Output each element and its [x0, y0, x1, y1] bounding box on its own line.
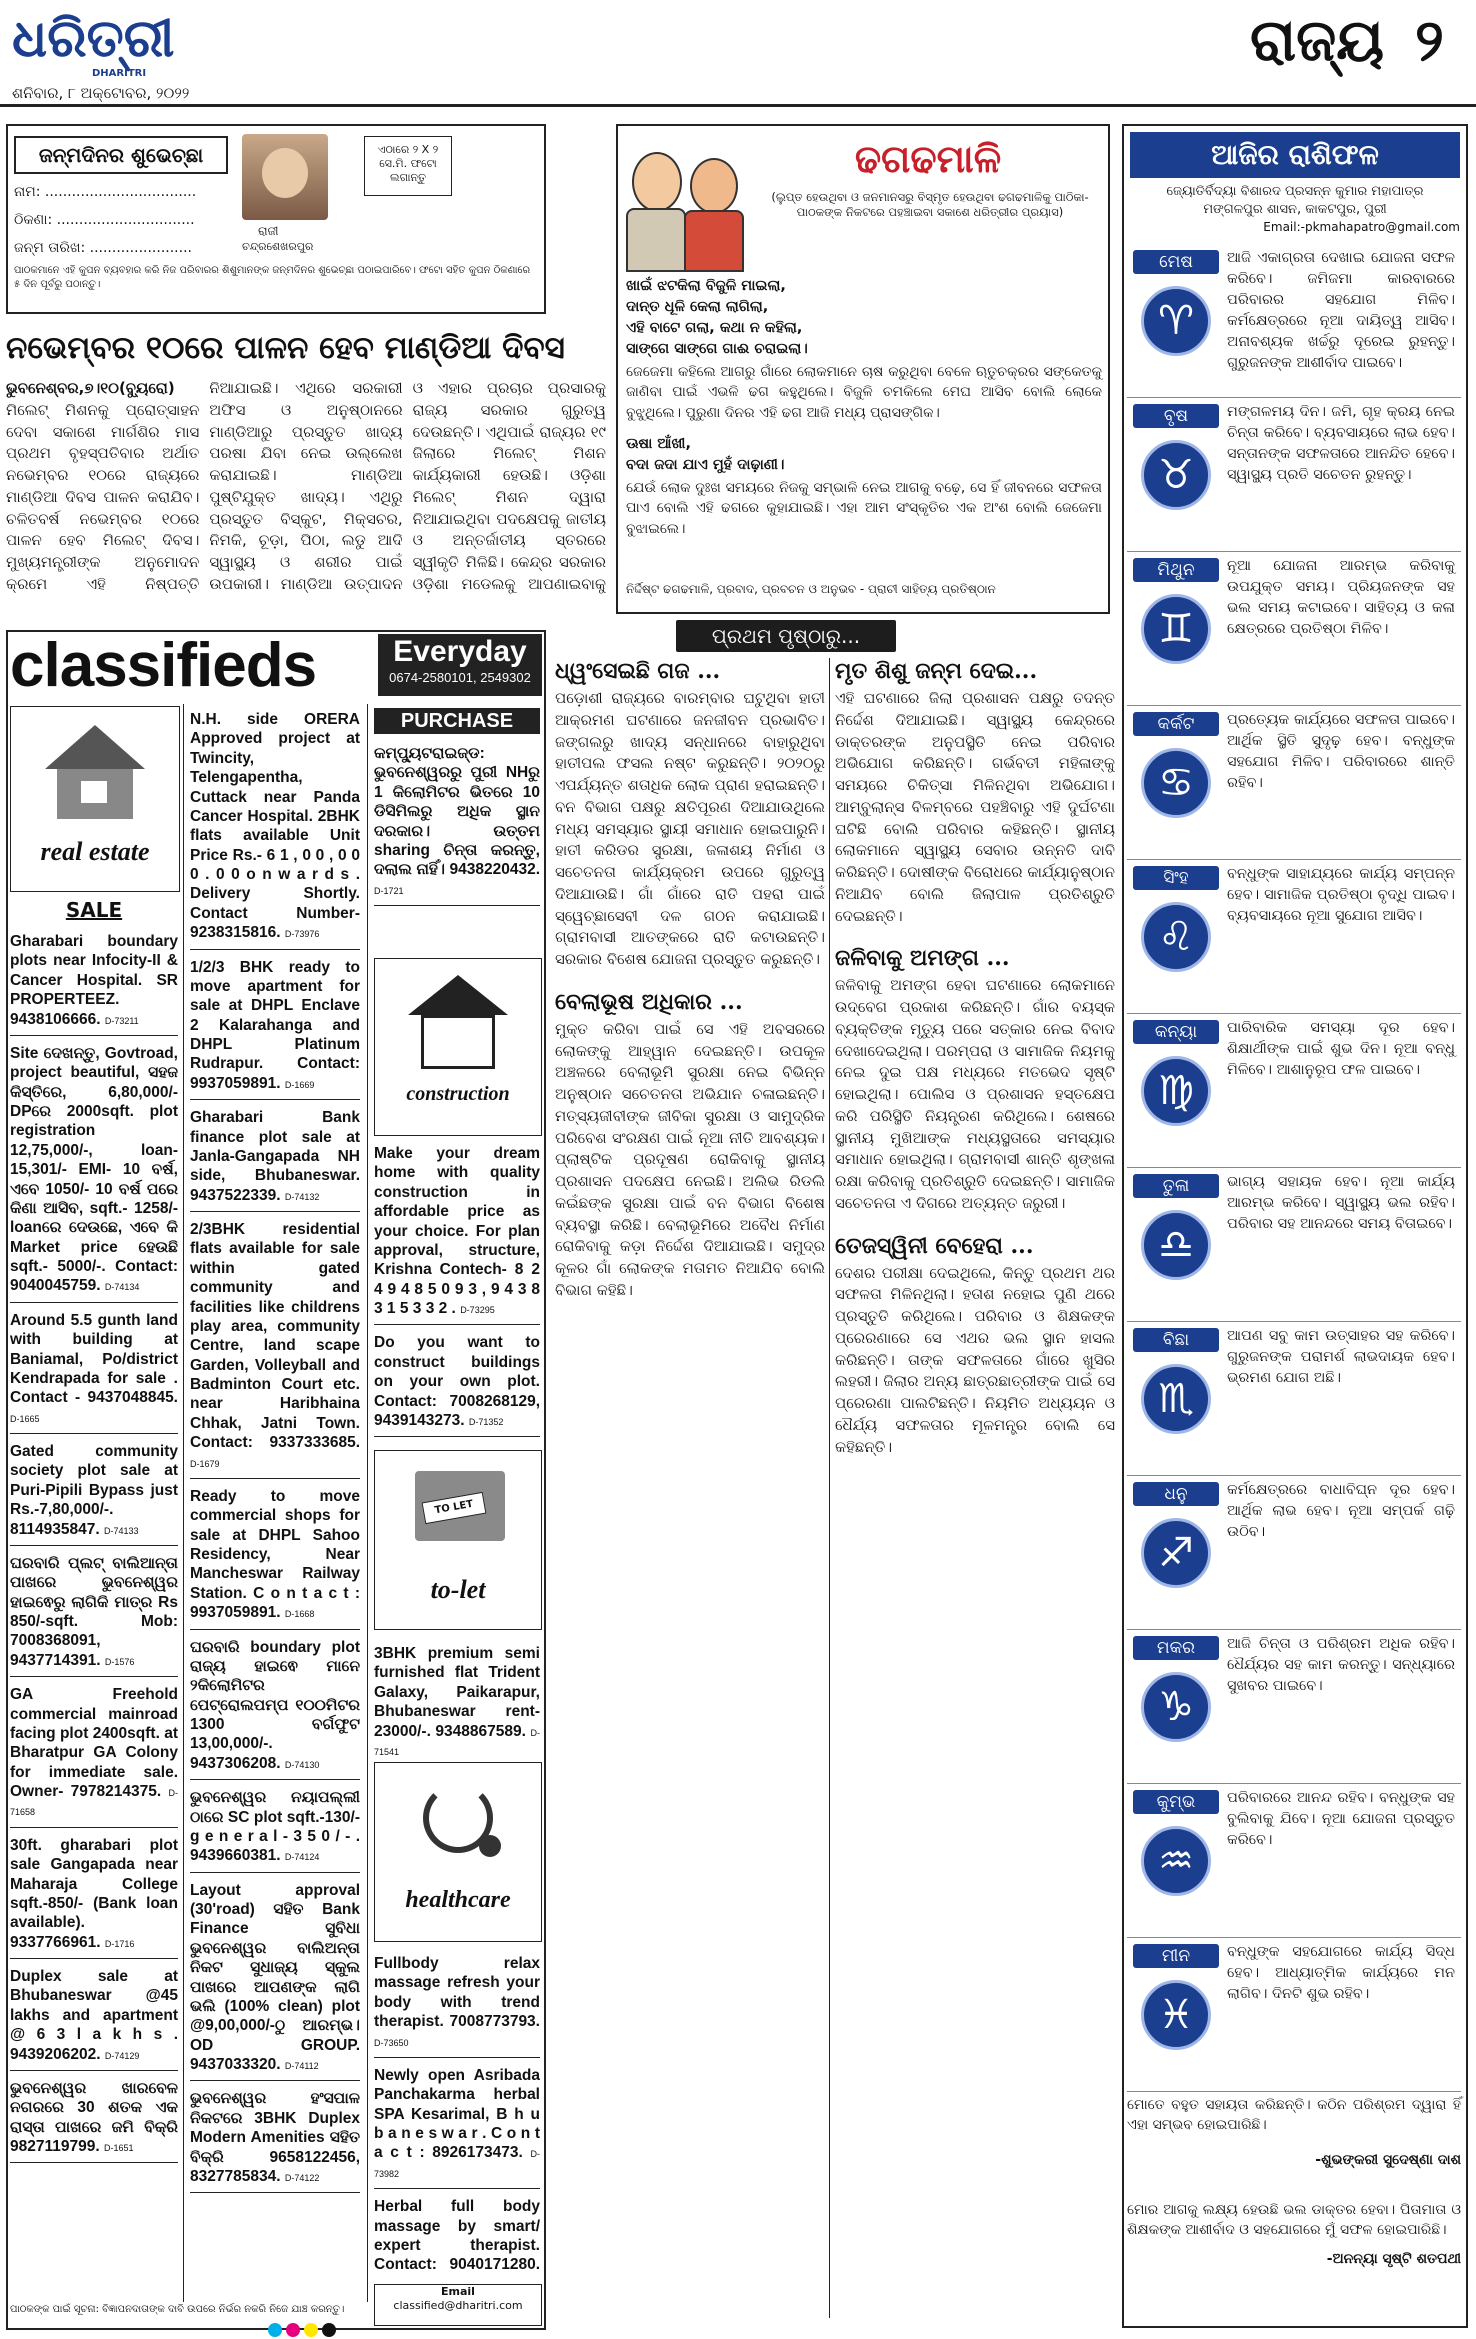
proverb-1: ଖାଇଁ ଝଟକିଲା ବିଜୁଳି ମାଇଲା, ଦାନ୍ତ ଧୂଳି କେଲା ଲାଗିଲା, ଏହି ବାଟେ ଗଲା, କଥା ନ କହିଲା, ସାଙ୍ଗେ ସାଙ୍ଗେ ଗାଈ ଚରାଇଲା।: [626, 278, 808, 358]
classified-ad: [374, 1640, 540, 1756]
story-4-headline: ଜଳିବାକୁ ଅମଙ୍ଗ ...: [835, 945, 1010, 972]
zodiac-name: କନ୍ୟା: [1133, 1020, 1219, 1044]
classified-ad: [374, 1140, 540, 1325]
horoscope-email: Email:-pkmahapatro@gmail.com: [1263, 220, 1460, 234]
zodiac-name: ବିଛା: [1133, 1328, 1219, 1352]
stethoscope-head-shape: [479, 1835, 501, 1857]
quote-2-text: ମୋର ଆଗକୁ ଲକ୍ଷ୍ୟ ହେଉଛି ଭଲ ଡାକ୍ତର ହେବା। ପିତାମାତା ଓ ଶିକ୍ଷକଙ୍କ ଆଶୀର୍ବାଦ ଓ ସହଯୋଗରେ ମୁଁ ସଫଳ ହୋଇପାରିଛି।: [1127, 2202, 1461, 2239]
purchase-label: PURCHASE: [374, 708, 540, 734]
zodiac-icon: ♎: [1141, 1210, 1211, 1280]
horoscope-author: ଜ୍ୟୋତିର୍ବିଦ୍ୟା ବିଶାରଦ ପ୍ରସନ୍ନ କୁମାର ମହାପାତ୍ର: [1166, 184, 1424, 199]
classifieds-divider-1: [183, 704, 184, 2302]
cartoon-woman-body: [684, 210, 744, 272]
proverb-subtitle: (ଲୁପ୍ତ ହେଉଥିବା ଓ ଜନମାନସରୁ ବିସ୍ମୃତ ହେଉଥିବା ଢଗଢମାଳିକୁ ପାଠିକା-ପାଠକଙ୍କ ନିକଟରେ ପହଞ୍ଚାଇବା ସକାଶେ ଧରିତ୍ରୀର ପ୍ରୟାସ): [771, 190, 1089, 219]
classified-ad-text: Do you want to construct buildings on your own plot. Contact: 7008268129, 9439143273.: [374, 1334, 540, 1429]
classified-ad-text: Gharabari Bank finance plot sale at Janla-Gangapada NH side, Bhubaneswar. 9437522339.: [190, 1109, 360, 1204]
classified-ad: [10, 1550, 178, 1677]
classified-ad-text: ଭୁବନେଶ୍ୱର ନୟାପଲ୍ଲୀ ଠାରେ SC plot sqft.-130/- g e n e r a l - 3 5 0 / - . 9439660381.: [190, 1789, 360, 1865]
classified-ad-code: D-1668: [284, 1609, 315, 1620]
zodiac-icon: ♓: [1141, 1980, 1211, 2050]
everyday-box: [378, 634, 542, 696]
classified-ad-text: କମ୍ପ୍ୟୁଟରାଇଜ୍ଡ: ଭୁବନେଶ୍ୱରରୁ ପୁରୀ NHରୁ 1 କିଲୋମିଟର ଭିତରେ 10 ଡିସିମିଲରୁ ଅଧିକ ସ୍ଥାନ ଦରକାର। ଉତ୍ତମ sharing ଚିନ୍ତା କରନ୍ତୁ, ଦଲାଲ ନାହିଁ। 9438220432.: [374, 745, 540, 879]
real-estate-label: real estate: [40, 837, 150, 866]
classified-ad-code: D-73650: [374, 2037, 409, 2048]
classified-ad-text: Site ଦେଖନ୍ତୁ, Govtroad, project beautiful, ସହଜ କିସ୍ତିରେ, 6,80,000/-DPରେ 2000sqft. plot registration 12,75,000/-, loan-15,301/- EMI- 10 ବର୍ଷ, ଏବେ 1050/- 10 ବର୍ଷ ପରେ କିଣା ଆସିବ, sqft.- 1258/- loanରେ ଦେଉଛେ, ଏବେ କି Market price ହେଉଛି sqft.- 5000/-. Contact: 9040045759.: [10, 1044, 178, 1295]
main-article-body: [6, 378, 606, 608]
story-1-body: ପଡ଼ୋଶୀ ରାଜ୍ୟରେ ବାରମ୍ବାର ଘଟୁଥିବା ହାତୀ ଆକ୍ରମଣ ଘଟଣାରେ ଜନଜୀବନ ପ୍ରଭାବିତ। ଜଙ୍ଗଲରୁ ଖାଦ୍ୟ ସନ୍ଧାନରେ ବାହାରୁଥିବା ହାତୀପଲ ଫସଲ ନଷ୍ଟ କରୁଛନ୍ତି। ୨୦୨୦ରୁ ଏପର୍ଯ୍ୟନ୍ତ ଶତାଧିକ ଲୋକ ପ୍ରାଣ ହରାଇଛନ୍ତି। ବନ ବିଭାଗ ପକ୍ଷରୁ କ୍ଷତିପୂରଣ ଦିଆଯାଉଥିଲେ ମଧ୍ୟ ସମସ୍ୟାର ସ୍ଥାୟୀ ସମାଧାନ ହୋଇପାରୁନି। ହାତୀ କରିଡର ସୁରକ୍ଷା, ଜଳାଶୟ ନିର୍ମାଣ ଓ ସଚେତନତା କାର୍ଯ୍ୟକ୍ରମ ଉପରେ ଗୁରୁତ୍ୱ ଦିଆଯାଉଛି। ଗାଁ ଗାଁରେ ରାତି ପହରା ପାଇଁ ସ୍ୱେଚ୍ଛାସେବୀ ଦଳ ଗଠନ କରାଯାଇଛି। ଗ୍ରାମବାସୀ ଆତଙ୍କରେ ରାତି କଟାଉଛନ୍ତି। ସରକାର ବିଶେଷ ଯୋଜନା ପ୍ରସ୍ତୁତ କରୁଛନ୍ତି।: [555, 689, 825, 968]
cartoon-woman-face: [690, 158, 738, 214]
form-name[interactable]: ନାମ: ..................................: [14, 184, 197, 200]
classifieds-column-1: [10, 928, 178, 2298]
classified-ad-code: D-73295: [460, 1305, 495, 1315]
horoscope-address: ମଙ୍ଗଳପୁର ଶାସନ, କାକଟପୁର, ପୁରୀ: [1203, 202, 1387, 217]
construction-banner: [374, 958, 542, 1136]
form-birthdate[interactable]: ଜନ୍ମ ତାରିଖ: .......................: [14, 240, 192, 256]
classified-ad-code: D-1665: [10, 1413, 40, 1424]
zodiac-icon: ♍: [1141, 1056, 1211, 1126]
classified-ad-code: D-1679: [190, 1458, 220, 1469]
classified-ad: [10, 1963, 178, 2071]
classified-ad-code: D-71658: [10, 1788, 178, 1818]
to-let-banner: [374, 1450, 542, 1630]
classified-ad-code: D-74133: [103, 1525, 139, 1536]
birthday-title: ଜନ୍ମଦିନର ଶୁଭେଚ୍ଛା: [14, 136, 228, 174]
main-dateline: ଭୁବନେଶ୍ବର,୭।୧୦(ବ୍ୟୁରୋ): [6, 379, 175, 397]
story-3-headline: ବେଲାଭୂଷ ଅଧିକାର ...: [555, 988, 743, 1015]
zodiac-sign: [1127, 244, 1461, 398]
quote-2: [1127, 2200, 1461, 2269]
zodiac-name: ବୃଷ: [1133, 404, 1219, 428]
zodiac-sign: [1127, 1630, 1461, 1784]
zodiac-sign: [1127, 1322, 1461, 1476]
zodiac-icon: ♏: [1141, 1364, 1211, 1434]
story-4-body: ଜଳିବାକୁ ଅମଙ୍ଗ ହେବା ଘଟଣାରେ ଲୋକମାନେ ଉଦ୍‌ବେଗ ପ୍ରକାଶ କରିଛନ୍ତି। ଗାଁର ବୟସ୍କ ବ୍ୟକ୍ତିଙ୍କ ମୃତ୍ୟୁ ପରେ ସତ୍କାର ନେଇ ବିବାଦ ଦେଖାଦେଇଥିଲା। ପରମ୍ପରା ଓ ସାମାଜିକ ନିୟମକୁ ନେଇ ଦୁଇ ପକ୍ଷ ମଧ୍ୟରେ ମତଭେଦ ସୃଷ୍ଟି ହୋଇଥିଲା। ପୋଲିସ ଓ ପ୍ରଶାସନ ହସ୍ତକ୍ଷେପ କରି ପରିସ୍ଥିତି ନିୟନ୍ତ୍ରଣ କରିଥିଲେ। ଶେଷରେ ସ୍ଥାନୀୟ ମୁଖିଆଙ୍କ ମଧ୍ୟସ୍ଥତାରେ ସମସ୍ୟାର ସମାଧାନ ହୋଇଥିଲା। ଗ୍ରାମବାସୀ ଶାନ୍ତି ଶୃଙ୍ଖଳା ରକ୍ଷା କରିବାକୁ ପ୍ରତିଶ୍ରୁତି ଦେଇଛନ୍ତି। ସାମାଜିକ ସଚେତନତା ଏ ଦିଗରେ ଅତ୍ୟନ୍ତ ଜରୁରୀ।: [835, 976, 1115, 1212]
proverb-2: ଊଷା ଆଁଖୀ, ବଦା ଜଦା ଯାଏ ମୁହଁ ଦାଢ଼ାଣୀ।: [626, 436, 785, 474]
zodiac-text: କର୍ମକ୍ଷେତ୍ରରେ ବାଧାବିଘ୍ନ ଦୂର ହେବ। ଆର୍ଥିକ ଲାଭ ହେବ। ନୂଆ ସମ୍ପର୍କ ଗଢ଼ି ଉଠିବ।: [1227, 1482, 1455, 1541]
zodiac-text: ନୂଆ ଯୋଜନା ଆରମ୍ଭ କରିବାକୁ ଉପଯୁକ୍ତ ସମୟ। ପ୍ରିୟଜନଙ୍କ ସହ ଭଲ ସମୟ କଟାଇବେ। ସାହିତ୍ୟ ଓ କଳା କ୍ଷେତ୍ରରେ ପ୍ରତିଷ୍ଠା ମିଳିବ।: [1227, 558, 1455, 638]
zodiac-icon: ♒: [1141, 1826, 1211, 1896]
classifieds-email-box[interactable]: [374, 2284, 542, 2326]
classified-ad-code: D-1576: [104, 1656, 135, 1667]
zodiac-icon: ♊: [1141, 594, 1211, 664]
story-3-body: ମୁକ୍ତ କରିବା ପାଇଁ ସେ ଏହି ଅବସରରେ ଲୋକଙ୍କୁ ଆହ୍ୱାନ ଦେଇଛନ୍ତି। ଉପକୂଳ ଅଞ୍ଚଳରେ ବେଲାଭୂମି ସୁରକ୍ଷା ନେଇ ବିଭିନ୍ନ ଅନୁଷ୍ଠାନ ସଚେତନତା ଅଭିଯାନ ଚଳାଇଛନ୍ତି। ମତ୍ସ୍ୟଜୀବୀଙ୍କ ଜୀବିକା ସୁରକ୍ଷା ଓ ସାମୁଦ୍ରିକ ପରିବେଶ ସଂରକ୍ଷଣ ପାଇଁ ନୂଆ ନୀତି ଆବଶ୍ୟକ। ପ୍ଲାଷ୍ଟିକ ପ୍ରଦୂଷଣ ରୋକିବାକୁ ସ୍ଥାନୀୟ ପ୍ରଶାସନ ପଦକ୍ଷେପ ନେଇଛି। ଅଲିଭ ରିଡଲି କଇଁଛଙ୍କ ସୁରକ୍ଷା ପାଇଁ ବନ ବିଭାଗ ବିଶେଷ ବ୍ୟବସ୍ଥା କରିଛି। ବେଲାଭୂମିରେ ଅବୈଧ ନିର୍ମାଣ ରୋକିବାକୁ କଡ଼ା ନିର୍ଦ୍ଦେଶ ଦିଆଯାଇଛି। ସମୁଦ୍ର କୂଳର ଗାଁ ଲୋକଙ୍କ ମତାମତ ନିଆଯିବ ବୋଲି ବିଭାଗ କହିଛି।: [555, 1019, 825, 1299]
classified-ad: [10, 1832, 178, 1959]
zodiac-text: ଆଜି ଏକାଗ୍ରତା ଦେଖାଇ ଯୋଜନା ସଫଳ କରିବେ। ଜମିଜମା କାରବାରରେ ପରିବାରର ସହଯୋଗ ମିଳିବ। କର୍ମକ୍ଷେତ୍ରରେ ନୂଆ ଦାୟିତ୍ୱ ଆସିବ। ଅନାବଶ୍ୟକ ଖର୍ଚ୍ଚରୁ ଦୂରେଇ ରୁହନ୍ତୁ। ଗୁରୁଜନଙ୍କ ଆଶୀର୍ବାଦ ପାଇବେ।: [1227, 250, 1455, 372]
construction-label: construction: [406, 1083, 510, 1105]
classified-ad-code: D-74124: [284, 1852, 320, 1863]
print-registration-marks: [0, 2329, 1476, 2339]
classified-ad: [190, 1877, 360, 2082]
construction-roof-shape: [408, 975, 508, 1015]
classified-ad: [190, 1216, 360, 1479]
classifieds-phone: 0674-2580101, 2549302: [389, 670, 531, 685]
masthead-rule: [0, 104, 1476, 107]
classified-ad-text: Duplex sale at Bhubaneswar @45 lakhs and apartment @ 6 3 l a k h s . 9439206202.: [10, 1968, 178, 2063]
classified-ad-code: D-74130: [284, 1759, 320, 1770]
zodiac-text: ପ୍ରତ୍ୟେକ କାର୍ଯ୍ୟରେ ସଫଳତା ପାଇବେ। ଆର୍ଥିକ ସ୍ଥିତି ସୁଦୃଢ଼ ହେବ। ବନ୍ଧୁଙ୍କ ସହଯୋଗ ମିଳିବ। ପରିବାରରେ ଶାନ୍ତି ରହିବ।: [1227, 712, 1455, 792]
classified-ad-code: D-1669: [284, 1079, 315, 1090]
zodiac-sign: [1127, 1168, 1461, 1322]
quote-1-author: -ଶୁଭଙ୍କରୀ ସୁଦେଷ୍ଣା ଦାଶ: [1315, 2151, 1461, 2168]
classified-ad-text: Newly open Asribada Panchakarma herbal SPA Kesarimal, B h u b a n e s w a r . C o n t a c t : 8926173473.: [374, 2066, 540, 2162]
classified-ad-text: N.H. side ORERA Approved project at Twincity, Telengapentha, Cuttack near Panda Cancer Hospital. 2BHK flats available Unit Price Rs.- 6 1 , 0 0 , 0 0 0 . 0 0 o n w a r d s . Delivery Shortly. Contact Number- 9238315816.: [190, 711, 360, 942]
photo-placeholder[interactable]: ଏଠାରେ ୨ X ୨ ସେ.ମି. ଫଟୋ ଲଗାନ୍ତୁ: [364, 136, 452, 196]
stories-column-b: [835, 658, 1115, 2318]
classified-ad-code: D-74132: [284, 1191, 320, 1202]
classified-ad: [190, 2085, 360, 2193]
child-place: ଚନ୍ଦ୍ରଶେଖରପୁର: [242, 240, 314, 253]
classified-ad-text: Around 5.5 gunth land with building at Baniamal, Po/district Kendrapada for sale . Contact - 9437048845.: [10, 1311, 178, 1407]
classified-ad: [374, 2193, 540, 2280]
section-name: ରାଜ୍ୟ: [1250, 6, 1385, 74]
form-address[interactable]: ଠିକଣା: ...............................: [14, 212, 195, 228]
zodiac-name: ତୁଳା: [1133, 1174, 1219, 1198]
to-let-sign: TO LET: [422, 1492, 487, 1524]
zodiac-sign: [1127, 1476, 1461, 1630]
zodiac-sign: [1127, 706, 1461, 860]
quote-1: [1127, 2095, 1461, 2170]
classifieds-column-2: [190, 706, 360, 2316]
classified-ad: [374, 1329, 540, 1437]
zodiac-name: ଧନୁ: [1133, 1482, 1219, 1506]
quote-1-text: ମୋତେ ବହୁତ ସହାୟତା କରିଛନ୍ତି। କଠିନ ପରିଶ୍ରମ ଦ୍ୱାରା ହିଁ ଏହା ସମ୍ଭବ ହୋଇପାରିଛି।: [1127, 2097, 1461, 2134]
classified-ad-code: D-71352: [468, 1416, 504, 1427]
classified-ad-text: Fullbody relax massage refresh your body with trend therapist. 7008773793.: [374, 1955, 540, 2031]
classifieds-column-3-tolet: [374, 1640, 540, 1756]
classified-ad-code: D-1651: [103, 2143, 134, 2153]
classified-ad-text: Herbal full body massage by smart/ expert therapist. Contact: 9040171280.: [374, 2198, 540, 2274]
classified-ad-code: D-74112: [284, 2061, 319, 2071]
healthcare-banner: [374, 1762, 542, 1942]
classified-ad: [190, 1483, 360, 1630]
classified-ad-code: D-73211: [104, 1015, 139, 1026]
zodiac-text: ଆଜି ଚିନ୍ତା ଓ ପରିଶ୍ରମ ଅଧିକ ରହିବ। ଧୈର୍ଯ୍ୟର ସହ କାମ କରନ୍ତୁ। ସନ୍ଧ୍ୟାରେ ସୁଖବର ପାଇବେ।: [1227, 1636, 1455, 1695]
classified-ad-text: 3BHK premium semi furnished flat Trident Galaxy, Paikarapur, Bhubaneswar rent- 23000/-. 9348867589.: [374, 1645, 540, 1740]
classified-ad-code: D-74129: [104, 2050, 140, 2061]
classifieds-footer-note: ପାଠକଙ୍କ ପାଇଁ ସୂଚନା: ବିଜ୍ଞାପନଦାତାଙ୍କ ଦାବି ଉପରେ ନିର୍ଭର ନକରି ନିଜେ ଯାଞ୍ଚ କରନ୍ତୁ।: [10, 2304, 345, 2315]
main-headline: ନଭେମ୍ବର ୧୦ରେ ପାଳନ ହେବ ମାଣ୍ଡିଆ ଦିବସ: [6, 330, 565, 366]
proverb-box: [616, 124, 1110, 614]
classified-ad-text: ଘରବାରି boundary plot ରାଜ୍ୟ ହାଇଵେ ମାନେ ୨କିଲୋମିଟର ପେଟ୍ରୋଲପମ୍ପ ୧୦୦ମିଟର 1300 ବର୍ଗଫୁଟ 13,00,000/-. 9437306208.: [190, 1638, 360, 1772]
story-5-body: ଦେଶର ପରୀକ୍ଷା ଦେଇଥିଲେ, କିନ୍ତୁ ପ୍ରଥମ ଥର ସଫଳତା ମିଳିନଥିଲା। ହତାଶ ନହୋଇ ପୁଣି ଥରେ ପ୍ରସ୍ତୁତି କରିଥିଲେ। ପରିବାର ଓ ଶିକ୍ଷକଙ୍କ ପ୍ରେରଣାରେ ସେ ଏଥର ଭଲ ସ୍ଥାନ ହାସଲ କରିଛନ୍ତି। ତାଙ୍କ ସଫଳତାରେ ଗାଁରେ ଖୁସିର ଲହରୀ। ଜିଲାର ଅନ୍ୟ ଛାତ୍ରଛାତ୍ରୀଙ୍କ ପାଇଁ ସେ ପ୍ରେରଣା ପାଲଟିଛନ୍ତି। ନିୟମିତ ଅଧ୍ୟୟନ ଓ ଧୈର୍ଯ୍ୟ ସଫଳତାର ମୂଳମନ୍ତ୍ର ବୋଲି ସେ କହିଛନ୍ତି।: [835, 1263, 1115, 1456]
zodiac-text: ପାରିବାରିକ ସମସ୍ୟା ଦୂର ହେବ। ଶିକ୍ଷାର୍ଥୀଙ୍କ ପାଇଁ ଶୁଭ ଦିନ। ନୂଆ ବନ୍ଧୁ ମିଳିବେ। ଆଶାନୁରୂପ ଫଳ ପାଇବେ।: [1227, 1020, 1455, 1079]
classified-ad-text: 30ft. gharabari plot sale Gangapada near Maharaja College sqft.-850/- (Bank loan available). 9337766961.: [10, 1836, 178, 1951]
proverb-2-explain: ଯେଉଁ ଲୋକ ଦୁଃଖ ସମୟରେ ନିଜକୁ ସମ୍ଭାଳି ନେଇ ଆଗକୁ ବଢ଼େ, ସେ ହିଁ ଜୀବନରେ ସଫଳତା ପାଏ ବୋଲି ଏହି ଢଗରେ କୁହାଯାଇଛି। ଏହା ଆମ ସଂସ୍କୃତିର ଏକ ଅଂଶ ବୋଲି ଜେଜେମା ବୁଝାଇଲେ।: [626, 480, 1102, 537]
zodiac-name: ସିଂହ: [1133, 866, 1219, 890]
classified-ad: [190, 1104, 360, 1212]
birthday-box: [6, 124, 546, 314]
classified-ad: [10, 2075, 178, 2164]
stories-column-a: [555, 658, 825, 2318]
zodiac-name: କୁମ୍ଭ: [1133, 1790, 1219, 1814]
classified-ad: [374, 2062, 540, 2189]
classified-ad-text: Gharabari boundary plots near Infocity-II & Cancer Hospital. SR PROPERTEEZ. 9438106666.: [10, 933, 178, 1028]
construction-body-shape: [421, 1015, 495, 1069]
zodiac-sign: [1127, 1784, 1461, 1938]
house-window-shape: [81, 781, 107, 803]
classified-ad: [190, 1634, 360, 1781]
classified-ad-code: D-1716: [104, 1938, 135, 1949]
zodiac-text: ବନ୍ଧୁଙ୍କ ସହଯୋଗରେ କାର୍ଯ୍ୟ ସିଦ୍ଧ ହେବ। ଆଧ୍ୟାତ୍ମିକ କାର୍ଯ୍ୟରେ ମନ ଲାଗିବ। ଦିନଟି ଶୁଭ ରହିବ।: [1227, 1944, 1455, 2003]
classified-ad-text: GA Freehold commercial mainroad facing plot 2400sqft. at Bharatpur GA Colony for immediate sale. Owner- 7978214375.: [10, 1686, 178, 1800]
cartoon-illustration: [624, 132, 744, 272]
zodiac-icon: ♌: [1141, 902, 1211, 972]
child-name: ରାଜୀ: [258, 224, 279, 238]
classified-ad-code: D-73982: [374, 2149, 540, 2179]
classified-ad-text: Gated community society plot sale at Puri-Pipili Bypass just Rs.-7,80,000/-. 8114935847.: [10, 1443, 178, 1538]
classifieds-title: classifieds: [10, 631, 317, 700]
logo-sub: DHARITRI: [92, 68, 147, 79]
masthead: [0, 0, 1476, 108]
real-estate-banner: [10, 706, 180, 892]
logo: ଧରିତ୍ରୀ: [12, 8, 175, 69]
classified-ad-code: D-1721: [374, 885, 404, 896]
classified-ad: [10, 1307, 178, 1434]
healthcare-label: healthcare: [405, 1887, 511, 1913]
house-roof-shape: [45, 725, 145, 769]
main-body-text: ମିଲେଟ୍ ମିଶନକୁ ପ୍ରୋତ୍ସାହନ ଦେବା ସକାଶେ ମାର୍ଗଶିର ମାସ ପ୍ରଥମ ବୃହସ୍ପତିବାର ଅର୍ଥାତ ନଭେମ୍ବର ୧୦ରେ ରାଜ୍ୟରେ ମାଣ୍ଡିଆ ଦିବସ ପାଳନ କରାଯିବ। ଚଳିତବର୍ଷ ନଭେମ୍ବର ୧୦ରେ ପାଳନ ହେବ ମିଲେଟ୍ ଦିବସ। ମୁଖ୍ୟମନ୍ତ୍ରୀଙ୍କ ଅନୁମୋଦନ କ୍ରମେ ଏହି ନିଷ୍ପତ୍ତି ନିଆଯାଇଛି। ଏଥିରେ ସରକାରୀ ଅଫିସ ଓ ଅନୁଷ୍ଠାନରେ ମାଣ୍ଡିଆରୁ ପ୍ରସ୍ତୁତ ଖାଦ୍ୟ ପରଷା ଯିବା ନେଇ ଉଲ୍ଲେଖ କରାଯାଇଛି। ମାଣ୍ଡିଆ ପୁଷ୍ଟିଯୁକ୍ତ ଖାଦ୍ୟ। ଏଥିରୁ ପ୍ରସ୍ତୁତ ବିସ୍କୁଟ, ମିକ୍ସଚର, ନିମକି, ଚୂଡ଼ା, ପିଠା, ଲଡୁ ଆଦି ସ୍ୱାସ୍ଥ୍ୟ ଓ ଶରୀର ପାଇଁ ଉପକାରୀ। ମାଣ୍ଡିଆ ଉତ୍ପାଦନ ଓ ଏହାର ପ୍ରଚାର ପ୍ରସାରକୁ ରାଜ୍ୟ ସରକାର ଗୁରୁତ୍ୱ ଦେଉଛନ୍ତି। ଏଥିପାଇଁ ରାଜ୍ୟର ୧୯ ଜିଲାରେ ମିଲେଟ୍ ମିଶନ କାର୍ଯ୍ୟକାରୀ ହେଉଛି। ଓଡ଼ିଶା ମିଲେଟ୍ ମିଶନ ଦ୍ୱାରା ନିଆଯାଇଥିବା ପଦକ୍ଷେପକୁ ଜାତୀୟ ଓ ଅନ୍ତର୍ଜାତୀୟ ସ୍ତରରେ ସ୍ୱୀକୃତି ମିଳିଛି। କେନ୍ଦ୍ର ସରକାର ଓଡ଼ିଶା ମଡେଲକୁ ଆପଣାଇବାକୁ: [6, 379, 606, 593]
stories-divider: [829, 658, 830, 2318]
classified-ad: [10, 928, 178, 1036]
zodiac-text: ଆପଣ ସବୁ କାମ ଉତ୍ସାହର ସହ କରିବେ। ଗୁରୁଜନଙ୍କ ପରାମର୍ଶ ଲାଭଦାୟକ ହେବ। ଭ୍ରମଣ ଯୋଗ ଅଛି।: [1227, 1328, 1455, 1387]
zodiac-text: ପରିବାରରେ ଆନନ୍ଦ ରହିବ। ବନ୍ଧୁଙ୍କ ସହ ବୁଲିବାକୁ ଯିବେ। ନୂଆ ଯୋଜନା ପ୍ରସ୍ତୁତ କରିବେ।: [1227, 1790, 1455, 1849]
classified-ad-text: ଭୁବନେଶ୍ୱର ହଂସପାଳ ନିକଟରେ 3BHK Duplex Modern Amenities ସହିତ ବିକ୍ରି 9658122456, 8327785834.: [190, 2090, 360, 2185]
zodiac-sign: [1127, 1938, 1461, 2092]
child-photo: [242, 134, 328, 220]
story-2-body: ଏହି ଘଟଣାରେ ଜିଲା ପ୍ରଶାସନ ପକ୍ଷରୁ ତଦନ୍ତ ନିର୍ଦ୍ଦେଶ ଦିଆଯାଇଛି। ସ୍ୱାସ୍ଥ୍ୟ କେନ୍ଦ୍ରରେ ଡାକ୍ତରଙ୍କ ଅନୁପସ୍ଥିତି ନେଇ ପରିବାର ଅଭିଯୋଗ କରିଛନ୍ତି। ଗର୍ଭବତୀ ମହିଳାଙ୍କୁ ସମୟରେ ଚିକିତ୍ସା ମିଳିନଥିବା ଅଭିଯୋଗ। ଆମ୍ବୁଲାନ୍ସ ବିଳମ୍ବରେ ପହଞ୍ଚିବାରୁ ଏହି ଦୁର୍ଘଟଣା ଘଟିଛି ବୋଲି ପରିବାର କହିଛନ୍ତି। ସ୍ଥାନୀୟ ଲୋକମାନେ ସ୍ୱାସ୍ଥ୍ୟ ସେବାର ଉନ୍ନତି ଦାବି କରିଛନ୍ତି। ଦୋଷୀଙ୍କ ବିରୋଧରେ କାର୍ଯ୍ୟାନୁଷ୍ଠାନ ନିଆଯିବ ବୋଲି ଜିଲାପାଳ ପ୍ରତିଶ୍ରୁତି ଦେଇଛନ୍ତି।: [835, 689, 1115, 925]
proverb-title: ଢଗଢମାଳି: [854, 136, 1002, 181]
child-face-shape: [262, 148, 308, 198]
zodiac-name: ମକର: [1133, 1636, 1219, 1660]
zodiac-text: ଭାଗ୍ୟ ସହାୟକ ହେବ। ନୂଆ କାର୍ଯ୍ୟ ଆରମ୍ଭ କରିବେ। ସ୍ୱାସ୍ଥ୍ୟ ଭଲ ରହିବ। ପରିବାର ସହ ଆନନ୍ଦରେ ସମୟ ବିତାଇବେ।: [1227, 1174, 1455, 1233]
classified-ad-text: Layout approval (30'road) ସହିତ Bank Finance ସୁବିଧା ଭୁବନେଶ୍ୱର ବାଲିଅନ୍ତା ନିକଟ ସୁଧାଜ୍ୟ ସ୍କୁଲ ପାଖରେ ଆପଣଙ୍କ ଲାଗି ଭଲି (100% clean) plot @9,00,000/-ଠୁ ଆରମ୍ଭ। OD GROUP. 9437033320.: [190, 1881, 360, 2073]
everyday-label: Everyday: [393, 635, 527, 668]
classifieds-column-3-health: [374, 1950, 540, 2280]
zodiac-name: କର୍କଟ: [1133, 712, 1219, 736]
zodiac-icon: ♋: [1141, 748, 1211, 818]
zodiac-icon: ♐: [1141, 1518, 1211, 1588]
zodiac-name: ମୀନ: [1133, 1944, 1219, 1968]
classified-ad-text: ଘରବାରି ପ୍ଲଟ୍ ବାଲିଆନ୍ତା ପାଖରେ ଭୁବନେଶ୍ୱର ହାଇଵେରୁ ଲାଗିକି ମାତ୍ର Rs 850/-sqft. Mob: 7008368091, 9437714391.: [10, 1554, 178, 1669]
proverb-credit: ନିର୍ଦ୍ଦିଷ୍ଟ ଢଗଢମାଳି, ପ୍ରବାଦ, ପ୍ରବଚନ ଓ ଅନୁଭବ - ପ୍ରାଚୀ ସାହିତ୍ୟ ପ୍ରତିଷ୍ଠାନ: [626, 582, 996, 596]
classifieds-divider-2: [367, 704, 368, 2302]
classified-ad: [374, 740, 540, 906]
classifieds-column-3-mid: [374, 1140, 540, 1440]
zodiac-sign: [1127, 1014, 1461, 1168]
classified-ad: [374, 1950, 540, 2058]
classified-ad-text: Make your dream home with quality construction in affordable price as your choice. For plan approval, structure, Krishna Contech- 8 2 4 9 4 8 5 0 9 3 , 9 4 3 8 3 1 5 3 3 2 .: [374, 1145, 540, 1317]
sale-label: SALE: [65, 898, 123, 922]
classified-ad: [190, 1784, 360, 1873]
zodiac-icon: ♉: [1141, 440, 1211, 510]
classifieds-email[interactable]: classified@dharitri.com: [393, 2299, 523, 2313]
issue-date: ଶନିବାର, ୮ ଅକ୍ଟୋବର, ୨୦୨୨: [12, 84, 190, 102]
classifieds-column-3-top: [374, 740, 540, 950]
classified-ad: [190, 954, 360, 1101]
cartoon-man-face: [632, 152, 682, 212]
classified-ad-text: Ready to move commercial shops for sale at DHPL Sahoo Residency, Near Mancheswar Railway Station. C o n t a c t : 9937059891.: [190, 1487, 360, 1622]
classified-ad: [190, 706, 360, 950]
classified-ad: [10, 1438, 178, 1546]
cartoon-man-body: [626, 208, 686, 272]
classified-ad-code: D-74134: [104, 1282, 140, 1293]
story-1-headline: ଧ୍ୱଂସେଇଛି ଗଜ ...: [555, 658, 721, 684]
classified-ad-text: 2/3BHK residential flats available for sale within gated community and facilities like childrens play area, community Centre, land scape Garden, Volleyball and Badminton Court etc. near Haribhaina Chhak, Jatni Town. Contact: 9337333685.: [190, 1221, 360, 1452]
zodiac-icon: ♈: [1141, 286, 1211, 356]
zodiac-icon: ♑: [1141, 1672, 1211, 1742]
zodiac-name: ମେଷ: [1133, 250, 1219, 274]
horoscope-title: ଆଜିର ରାଶିଫଳ: [1130, 132, 1460, 178]
zodiac-sign: [1127, 398, 1461, 552]
zodiac-text: ମଙ୍ଗଳମୟ ଦିନ। ଜମି, ଗୃହ କ୍ରୟ ନେଇ ଚିନ୍ତା କରିବେ। ବ୍ୟବସାୟରେ ଲାଭ ହେବ। ସନ୍ତାନଙ୍କ ସଫଳତାରେ ଆନନ୍ଦିତ ହେବେ। ସ୍ୱାସ୍ଥ୍ୟ ପ୍ରତି ସଚେତନ ରୁହନ୍ତୁ।: [1227, 404, 1455, 484]
classified-ad: [10, 1681, 178, 1828]
classified-ad: [10, 1040, 178, 1303]
birthday-note: ପାଠକମାନେ ଏହି କୁପନ ବ୍ୟବହାର କରି ନିଜ ପରିବାରର ଶିଶୁମାନଙ୍କ ଜନ୍ମଦିନର ଶୁଭେଚ୍ଛା ପଠାଇପାରିବେ। ଫଟୋ ସହିତ କୁପନ ଠିକଣାରେ ୫ ଦିନ ପୂର୍ବରୁ ପଠାନ୍ତୁ।: [14, 265, 531, 290]
reg-magenta: [286, 2323, 300, 2337]
zodiac-text: ବନ୍ଧୁଙ୍କ ସାହାଯ୍ୟରେ କାର୍ଯ୍ୟ ସମ୍ପନ୍ନ ହେବ। ସାମାଜିକ ପ୍ରତିଷ୍ଠା ବୃଦ୍ଧି ପାଇବ। ବ୍ୟବସାୟରେ ନୂଆ ସୁଯୋଗ ଆସିବ।: [1227, 866, 1455, 925]
classified-ad-code: D-73976: [284, 929, 320, 940]
page-number: ୨: [1415, 6, 1444, 74]
reg-yellow: [304, 2323, 318, 2337]
reg-cyan: [268, 2323, 282, 2337]
story-5-headline: ତେଜସ୍ୱିନୀ ବେହେରା ...: [835, 1232, 1034, 1259]
classified-ad-code: D-71541: [374, 1727, 540, 1756]
proverb-1-explain: ଜେଜେମା କହିଲେ ଆଗରୁ ଗାଁରେ ଲୋକମାନେ ଚାଷ କରୁଥିବା ବେଳେ ଋତୁଚକ୍ରର ସଙ୍କେତକୁ ଜାଣିବା ପାଇଁ ଏଭଳି ଢଗ କହୁଥିଲେ। ବିଜୁଳି ଚମକିଲେ ମେଘ ଆସିବ ବୋଲି ଲୋକେ ବୁଝୁଥିଲେ। ପୁରୁଣା ଦିନର ଏହି ଢଗ ଆଜି ମଧ୍ୟ ପ୍ରାସଙ୍ଗିକ।: [626, 364, 1102, 421]
zodiac-sign: [1127, 552, 1461, 706]
zodiac-name: ମିଥୁନ: [1133, 558, 1219, 582]
front-page-header: ପ୍ରଥମ ପୃଷ୍ଠାରୁ...: [676, 620, 896, 652]
classified-ad-text: ଭୁବନେଶ୍ୱର ଖାରବେଳ ନଗରରେ 30 ଶତକ ଏକ ରାସ୍ତା ପାଖରେ ଜମି ବିକ୍ରି 9827119799.: [10, 2079, 178, 2155]
to-let-label: to-let: [430, 1575, 486, 1604]
quote-2-author: -ଅନନ୍ୟା ସୃଷ୍ଟି ଶତପଥୀ: [1326, 2250, 1461, 2267]
classified-ad-text: 1/2/3 BHK ready to move apartment for sale at DHPL Enclave 2 Kalarahanga and DHPL Platinum Rudrapur. Contact: 9937059891.: [190, 958, 360, 1092]
classified-ad-code: D-74122: [284, 2172, 320, 2183]
story-2-headline: ମୃତ ଶିଶୁ ଜନ୍ମ ଦେଇ...: [835, 658, 1038, 684]
reg-black: [322, 2323, 336, 2337]
classifieds-email-label: Email: [441, 2285, 475, 2298]
zodiac-sign: [1127, 860, 1461, 1014]
